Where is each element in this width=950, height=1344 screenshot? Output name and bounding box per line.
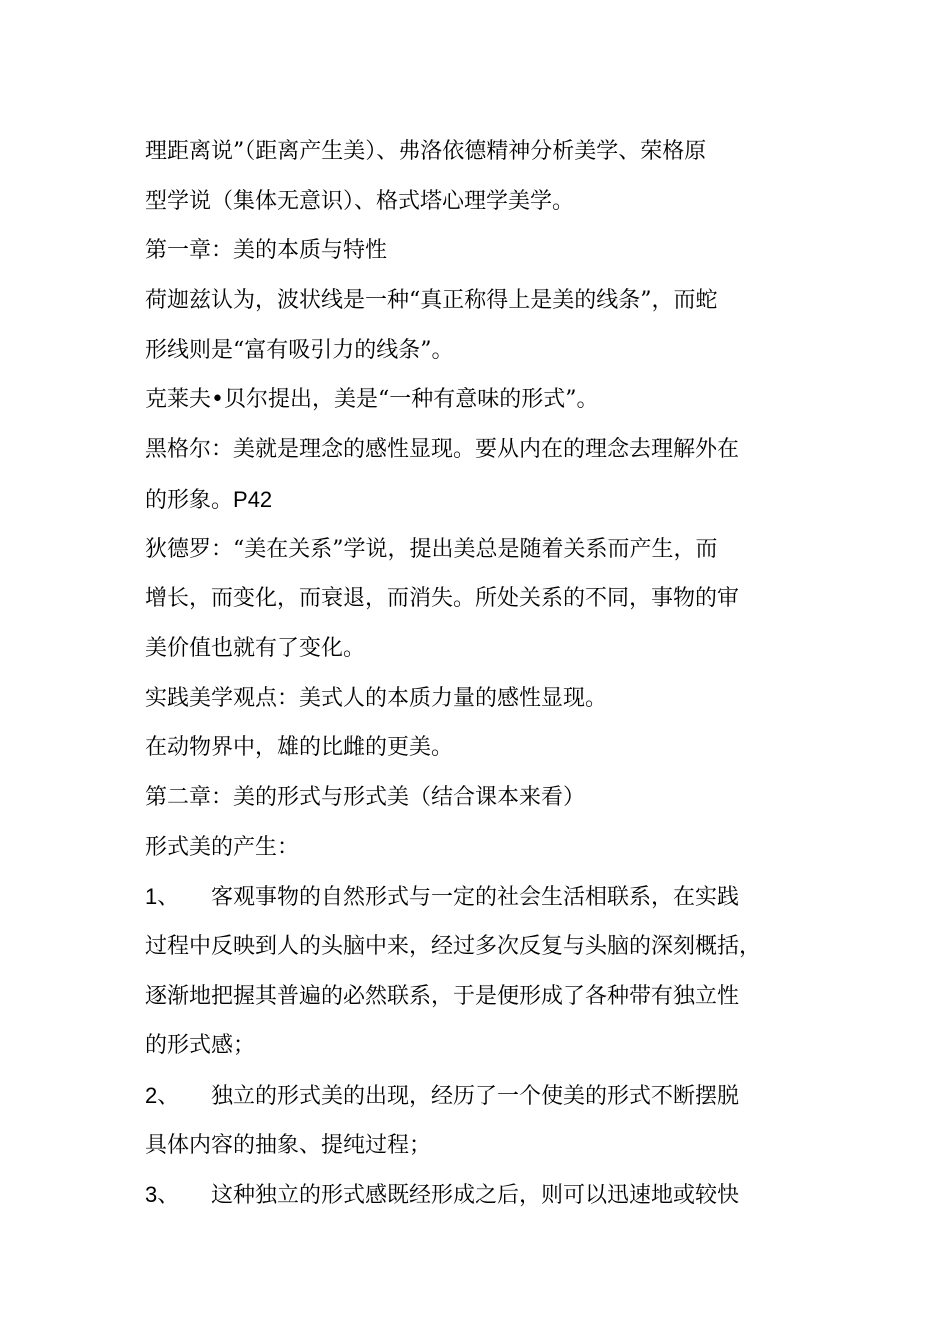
text-line-1 <box>145 127 835 177</box>
line-text: 独立的形式美的出现，经历了一个使美的形式不断摆脱 <box>211 1084 740 1110</box>
line-text: 克莱夫•贝尔提出，美是“一种有意味的形式”。 <box>145 387 599 413</box>
line-text: 理距离说”（距离产生美）、弗洛依德精神分析美学、荣格原 <box>145 139 707 164</box>
text-line-5 <box>145 326 835 376</box>
line-text: 黑格尔：美就是理念的感性显现。要从内在的理念去理解外在 <box>145 437 740 463</box>
text-line-12 <box>145 674 835 724</box>
chapter-2-heading <box>145 773 835 823</box>
text-line-13 <box>145 723 835 773</box>
list-item-1 <box>145 872 835 922</box>
text-line-17 <box>145 922 835 972</box>
list-number: 1、 <box>145 884 180 910</box>
line-text: 荷迦兹认为，波状线是一种“真正称得上是美的线条”，而蛇 <box>145 288 718 314</box>
text-line-2 <box>145 177 835 227</box>
text-line-18 <box>145 972 835 1022</box>
line-text: 在动物界中，雄的比雌的更美。 <box>145 735 454 761</box>
text-line-11 <box>145 624 835 674</box>
text-line-15 <box>145 823 835 873</box>
line-text: 逐渐地把握其普遍的必然联系，于是便形成了各种带有独立性 <box>145 983 740 1009</box>
page-reference: P42 <box>233 486 273 512</box>
line-text: 实践美学观点：美式人的本质力量的感性显现。 <box>145 685 608 711</box>
line-text: 增长，而变化，而衰退，而消失。所处关系的不同，事物的审 <box>145 586 740 612</box>
list-item-3 <box>145 1170 835 1220</box>
list-number: 3、 <box>145 1182 180 1208</box>
list-number: 2、 <box>145 1083 180 1109</box>
chapter-1-heading <box>145 226 835 276</box>
line-text: 的形式感； <box>145 1033 256 1059</box>
line-text: 型学说（集体无意识）、格式塔心理学美学。 <box>145 188 575 214</box>
line-text: 这种独立的形式感既经形成之后，则可以迅速地或较快 <box>211 1183 740 1209</box>
text-line-19 <box>145 1021 835 1071</box>
text-line-8 <box>145 475 835 525</box>
text-line-9 <box>145 525 835 575</box>
list-item-2 <box>145 1071 835 1121</box>
text-line-21 <box>145 1121 835 1171</box>
text-line-7 <box>145 425 835 475</box>
line-text: 过程中反映到人的头脑中来，经过多次反复与头脑的深刻概括， <box>145 934 762 959</box>
line-text: 形式美的产生： <box>145 834 300 860</box>
line-text: 美价值也就有了变化。 <box>145 635 366 661</box>
line-text: 狄德罗：“美在关系”学说，提出美总是随着关系而产生，而 <box>145 536 718 562</box>
line-text: 具体内容的抽象、提纯过程； <box>145 1132 432 1158</box>
line-text: 形线则是“富有吸引力的线条”。 <box>145 337 454 363</box>
document-page <box>145 127 835 1220</box>
line-text: 第一章：美的本质与特性 <box>145 238 388 264</box>
text-line-6 <box>145 375 835 425</box>
line-text: 客观事物的自然形式与一定的社会生活相联系，在实践 <box>211 885 740 911</box>
text-line-4 <box>145 276 835 326</box>
line-text: 第二章：美的形式与形式美（结合课本来看） <box>145 784 586 810</box>
line-text: 的形象。 <box>145 487 234 513</box>
text-line-10 <box>145 574 835 624</box>
